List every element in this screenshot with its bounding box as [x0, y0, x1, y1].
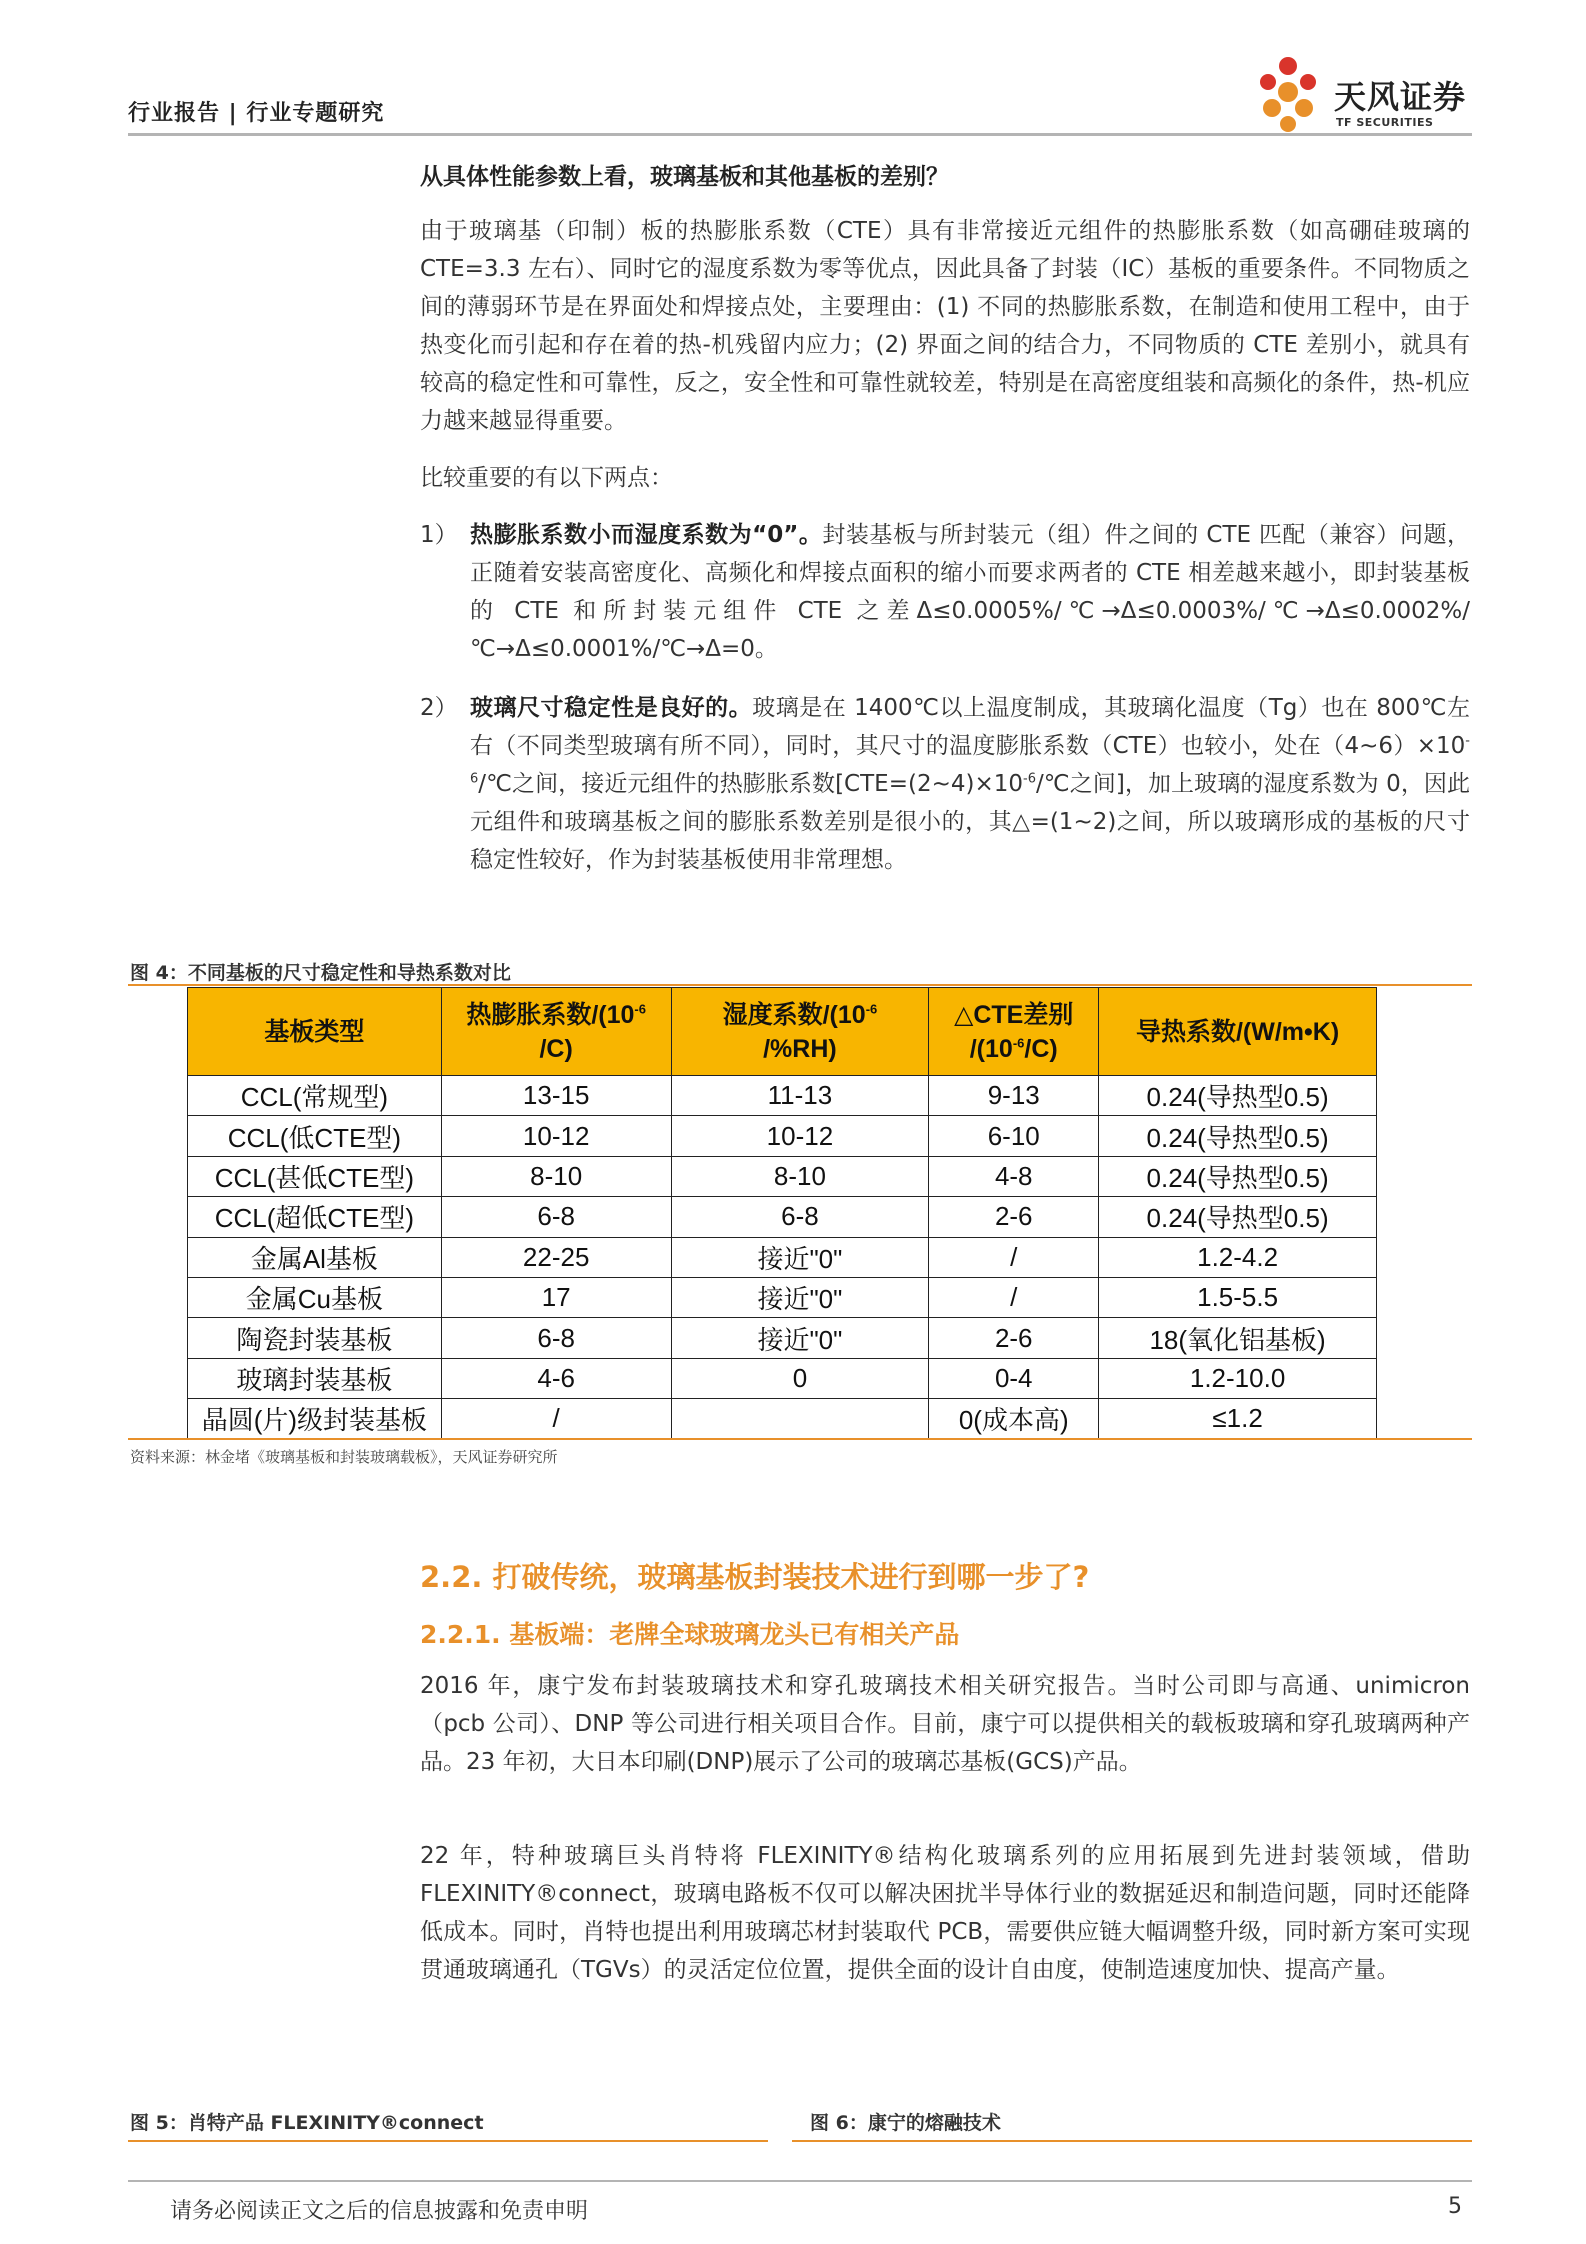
table-cell: 9-13	[929, 1076, 1099, 1116]
table-cell: 0	[671, 1358, 929, 1398]
header-humidity	[671, 988, 929, 1076]
table-cell: 4-8	[929, 1156, 1099, 1196]
table-cell: /	[929, 1277, 1099, 1317]
table-cell: 0-4	[929, 1358, 1099, 1398]
report-category: 行业报告 | 行业专题研究	[128, 101, 385, 126]
header-text: /%RH)	[763, 1034, 837, 1063]
table-cell: 6-8	[441, 1318, 671, 1358]
table-cell: 晶圆(片)级封装基板	[188, 1399, 442, 1439]
table-cell: 金属Al基板	[188, 1237, 442, 1277]
table-cell: 17	[441, 1277, 671, 1317]
table-cell: 6-8	[441, 1197, 671, 1237]
table-cell: CCL(甚低CTE型)	[188, 1156, 442, 1196]
table-cell: 接近"0"	[671, 1318, 929, 1358]
table-cell: 10-12	[671, 1116, 929, 1156]
table-cell: 2-6	[929, 1318, 1099, 1358]
list-number: 1）	[420, 522, 458, 548]
header-text: /(10	[969, 1034, 1013, 1063]
footer-disclaimer: 请务必阅读正文之后的信息披露和免责申明	[170, 2199, 589, 2224]
list-item-2	[420, 689, 1470, 879]
paragraph-corning: 2016 年，康宁发布封装玻璃技术和穿孔玻璃技术相关研究报告。当时公司即与高通、unimicron（pcb 公司）、DNP 等公司进行相关项目合作。目前，康宁可以提供相关的载板玻璃和穿孔玻璃两种产品。23 年初，大日本印刷(DNP)展示了公司的玻璃芯基板(GCS)产品。	[420, 1673, 1470, 1775]
table-cell: CCL(低CTE型)	[188, 1116, 442, 1156]
list-item-body: 封装基板与所封装元（组）件之间的 CTE 匹配（兼容）问题，正随着安装高密度化、高频化和焊接点面积的缩小而要求两者的 CTE 相差越来越小，即封装基板的 CTE 和所封装元组件 CTE 之差Δ≤0.0005%/℃→Δ≤0.0003%/℃→Δ≤0.0002%/℃→Δ≤0.0001%/℃→Δ=0。	[470, 522, 1470, 662]
list-item-1	[420, 516, 1470, 668]
table-cell: 0.24(导热型0.5)	[1099, 1076, 1377, 1116]
header-thermal-conductivity: 导热系数/(W/m•K)	[1099, 988, 1377, 1076]
table-cell: 0.24(导热型0.5)	[1099, 1116, 1377, 1156]
table-cell: 8-10	[671, 1156, 929, 1196]
logo-subtitle: TF SECURITIES	[1336, 116, 1434, 129]
figure-5-divider	[128, 2140, 768, 2142]
list-text	[470, 689, 1470, 879]
table-cell: 4-6	[441, 1358, 671, 1398]
table-cell: 8-10	[441, 1156, 671, 1196]
table-cell: 接近"0"	[671, 1277, 929, 1317]
table-cell: 0.24(导热型0.5)	[1099, 1156, 1377, 1196]
section-heading-2-2-1: 2.2.1. 基板端：老牌全球玻璃龙头已有相关产品	[420, 1620, 960, 1649]
paragraph-two-points: 比较重要的有以下两点：	[420, 465, 673, 491]
table-row	[188, 1116, 1377, 1156]
table-row	[188, 1197, 1377, 1237]
substrate-comparison-table	[187, 987, 1377, 1440]
table-cell: CCL(常规型)	[188, 1076, 442, 1116]
table-cell: ≤1.2	[1099, 1399, 1377, 1439]
list-item-body: /℃之间]，加上玻璃的湿度系数为 0，因此元组件和玻璃基板之间的膨胀系数差别是很小的，其△=(1~2)之间，所以玻璃形成的基板的尺寸稳定性较好，作为封装基板使用非常理想。	[470, 771, 1470, 873]
list-item-heading: 热膨胀系数小而湿度系数为“0”。	[470, 522, 823, 548]
table-cell: /	[929, 1237, 1099, 1277]
paragraph-schott: 22 年，特种玻璃巨头肖特将 FLEXINITY®结构化玻璃系列的应用拓展到先进封装领域，借助 FLEXINITY®connect，玻璃电路板不仅可以解决困扰半导体行业的数据延迟和制造问题，同时还能降低成本。同时，肖特也提出利用玻璃芯材封装取代 PCB，需要供应链大幅调整升级，同时新方案可实现贯通玻璃通孔（TGVs）的灵活定位位置，提供全面的设计自由度，使制造速度加快、提高产量。	[420, 1843, 1470, 1983]
table-cell: 1.5-5.5	[1099, 1277, 1377, 1317]
footer-divider	[128, 2180, 1472, 2182]
table-cell: 6-8	[671, 1197, 929, 1237]
figure-4-bottom-divider	[128, 1438, 1472, 1440]
table-row	[188, 1318, 1377, 1358]
list-number: 2）	[420, 695, 458, 721]
logo-name: 天风证券	[1334, 78, 1467, 116]
table-cell: /	[441, 1399, 671, 1439]
figure-4-title: 图 4：不同基板的尺寸稳定性和导热系数对比	[130, 962, 511, 984]
table-cell: 10-12	[441, 1116, 671, 1156]
table-cell: 金属Cu基板	[188, 1277, 442, 1317]
header-cte-diff	[929, 988, 1099, 1076]
table-cell	[671, 1399, 929, 1439]
header-text: 湿度系数/(10	[722, 1000, 866, 1029]
section-question: 从具体性能参数上看，玻璃基板和其他基板的差别？	[420, 164, 949, 190]
table-cell: 13-15	[441, 1076, 671, 1116]
header-text: 热膨胀系数/(10	[466, 1000, 635, 1029]
table-cell: 22-25	[441, 1237, 671, 1277]
table-row	[188, 1237, 1377, 1277]
list-item-heading: 玻璃尺寸稳定性是良好的。	[470, 695, 753, 721]
header-text: /C)	[539, 1034, 573, 1063]
header-divider	[128, 133, 1472, 136]
table-row	[188, 1277, 1377, 1317]
table-header-row	[188, 988, 1377, 1076]
superscript: -6	[1023, 771, 1036, 787]
table-row	[188, 1076, 1377, 1116]
table-cell: CCL(超低CTE型)	[188, 1197, 442, 1237]
list-item-body: /℃之间，接近元组件的热膨胀系数[CTE=(2~4)×10	[478, 771, 1023, 797]
table-row	[188, 1358, 1377, 1398]
header-substrate-type: 基板类型	[188, 988, 442, 1076]
table-row	[188, 1156, 1377, 1196]
paragraph-cte-intro: 由于玻璃基（印制）板的热膨胀系数（CTE）具有非常接近元组件的热膨胀系数（如高硼硅玻璃的 CTE=3.3 左右）、同时它的湿度系数为零等优点，因此具备了封装（IC）基板的重要条件。不同物质之间的薄弱环节是在界面处和焊接点处，主要理由：(1) 不同的热膨胀系数，在制造和使用工程中，由于热变化而引起和存在着的热-机残留内应力；(2) 界面之间的结合力，不同物质的 CTE 差别小，就具有较高的稳定性和可靠性，反之，安全性和可靠性就较差，特别是在高密度组装和高频化的条件，热-机应力越来越显得重要。	[420, 218, 1470, 434]
header-text: -6	[865, 1001, 878, 1017]
table-cell: 1.2-10.0	[1099, 1358, 1377, 1398]
header-text: △CTE差别	[954, 1000, 1074, 1029]
table-cell: 玻璃封装基板	[188, 1358, 442, 1398]
table-cell: 18(氧化铝基板)	[1099, 1318, 1377, 1358]
header-text: /C)	[1024, 1034, 1058, 1063]
figure-6-divider	[792, 2140, 1472, 2142]
table-cell: 2-6	[929, 1197, 1099, 1237]
figure-5-title: 图 5：肖特产品 FLEXINITY®connect	[130, 2112, 484, 2134]
table-cell: 11-13	[671, 1076, 929, 1116]
header-text: -6	[634, 1001, 646, 1017]
table-cell: 0.24(导热型0.5)	[1099, 1197, 1377, 1237]
section-heading-2-2: 2.2. 打破传统，玻璃基板封装技术进行到哪一步了?	[420, 1560, 1090, 1594]
list-item-body: 玻璃是在 1400℃以上温度制成，其玻璃化温度（Tg）也在 800℃左右（不同类型玻璃有所不同），同时，其尺寸的温度膨胀系数（CTE）也较小，处在（4~6）×10	[470, 695, 1470, 759]
table-cell: 0(成本高)	[929, 1399, 1099, 1439]
figure-4-divider	[128, 984, 1472, 986]
table-cell: 1.2-4.2	[1099, 1237, 1377, 1277]
table-cell: 6-10	[929, 1116, 1099, 1156]
list-text	[470, 516, 1470, 668]
figure-4-source: 资料来源：林金堵《玻璃基板和封装玻璃载板》，天风证券研究所	[130, 1448, 558, 1466]
page-number: 5	[1448, 2194, 1462, 2219]
figure-6-title: 图 6：康宁的熔融技术	[810, 2112, 1001, 2134]
table-row	[188, 1399, 1377, 1439]
header-cte	[441, 988, 671, 1076]
table-cell: 陶瓷封装基板	[188, 1318, 442, 1358]
header-text: -6	[1012, 1035, 1025, 1051]
superscript: -6	[470, 733, 1470, 787]
table-cell: 接近"0"	[671, 1237, 929, 1277]
